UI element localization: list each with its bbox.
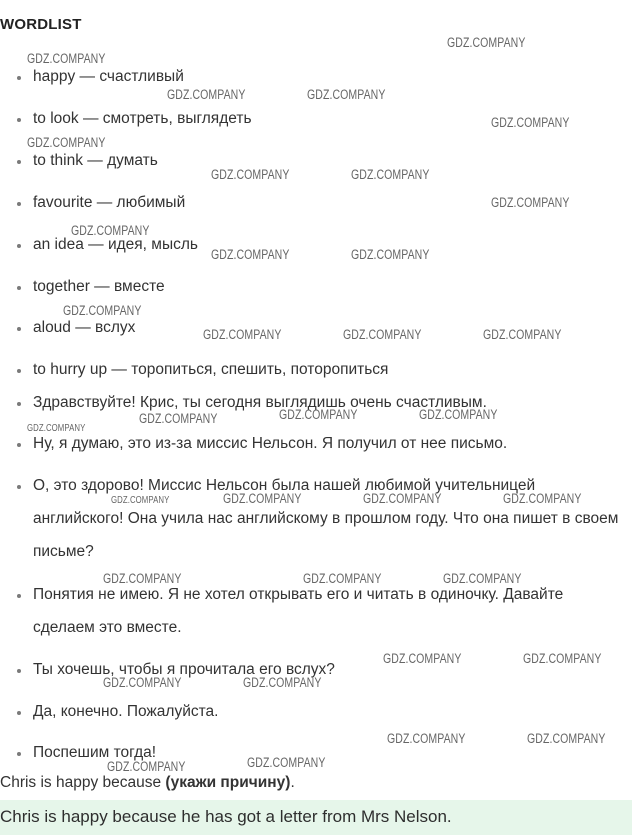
list-item-text: Да, конечно. Пожалуйста. <box>33 703 219 720</box>
bullet <box>17 369 21 373</box>
list-item-text: to think — думать <box>33 152 158 169</box>
watermark: GDZ.COMPANY <box>211 167 290 182</box>
watermark: GDZ.COMPANY <box>419 407 498 422</box>
watermark: GDZ.COMPANY <box>71 223 150 238</box>
bullet <box>17 327 21 331</box>
watermark: GDZ.COMPANY <box>303 571 382 586</box>
watermark: GDZ.COMPANY <box>279 407 358 422</box>
answer-box <box>0 800 632 835</box>
list-item-text: Ты хочешь, чтобы я прочитала его вслух? <box>33 661 335 678</box>
question-suffix: . <box>290 774 295 791</box>
question-instruction: (укажи причину) <box>165 774 291 791</box>
watermark: GDZ.COMPANY <box>247 755 326 770</box>
bullet <box>17 594 21 598</box>
watermark: GDZ.COMPANY <box>203 327 282 342</box>
list-item-text: aloud — вслух <box>33 319 136 336</box>
list-item-text: Здравствуйте! Крис, ты сегодня выглядишь очень счастливым. <box>33 394 487 411</box>
list-item-text: to hurry up — торопиться, спешить, поторопиться <box>33 361 389 378</box>
watermark: GDZ.COMPANY <box>491 195 570 210</box>
watermark: GDZ.COMPANY <box>103 571 182 586</box>
watermark: GDZ.COMPANY <box>103 675 182 690</box>
watermark: GDZ.COMPANY <box>27 135 106 150</box>
watermark: GDZ.COMPANY <box>63 303 142 318</box>
bullet <box>17 118 21 122</box>
bullet <box>17 443 21 447</box>
watermark: GDZ.COMPANY <box>491 115 570 130</box>
bullet <box>17 752 21 756</box>
list-item-text: to look — смотреть, выглядеть <box>33 110 252 127</box>
bullet <box>17 669 21 673</box>
watermark: GDZ.COMPANY <box>243 675 322 690</box>
bullet <box>17 402 21 406</box>
wordlist-heading: WORDLIST <box>0 16 82 33</box>
watermark: GDZ.COMPANY <box>443 571 522 586</box>
watermark: GDZ.COMPANY <box>211 247 290 262</box>
watermark: GDZ.COMPANY <box>27 423 86 434</box>
list-item-text: an idea — идея, мысль <box>33 236 198 253</box>
watermark: GDZ.COMPANY <box>383 651 462 666</box>
question-prefix: Chris is happy because <box>0 774 166 791</box>
bullet <box>17 76 21 80</box>
bullet <box>17 202 21 206</box>
watermark: GDZ.COMPANY <box>111 495 170 506</box>
list-item-text: Понятия не имею. Я не хотел открывать его и читать в одиночку. Давайте сделаем это вместе. <box>33 586 564 636</box>
watermark: GDZ.COMPANY <box>503 491 582 506</box>
watermark: GDZ.COMPANY <box>351 167 430 182</box>
bullet <box>17 485 21 489</box>
bullet <box>17 244 21 248</box>
watermark: GDZ.COMPANY <box>107 759 186 774</box>
list-item-text: О, это здорово! Миссис Нельсон была нашей любимой учительницей английского! Она учила нас английскому в прошлом году. Что она пишет в своем письме? <box>33 477 619 560</box>
watermark: GDZ.COMPANY <box>351 247 430 262</box>
watermark: GDZ.COMPANY <box>307 87 386 102</box>
list-item-text: Поспешим тогда! <box>33 744 157 761</box>
watermark: GDZ.COMPANY <box>527 731 606 746</box>
bullet <box>17 711 21 715</box>
list-item-text: favourite — любимый <box>33 194 186 211</box>
answer-text: Chris is happy because he has got a letter from Mrs Nelson. <box>0 807 452 826</box>
watermark: GDZ.COMPANY <box>387 731 466 746</box>
bullet <box>17 286 21 290</box>
watermark: GDZ.COMPANY <box>363 491 442 506</box>
question-text <box>0 774 295 792</box>
bullet <box>17 160 21 164</box>
watermark: GDZ.COMPANY <box>523 651 602 666</box>
watermark: GDZ.COMPANY <box>483 327 562 342</box>
watermark: GDZ.COMPANY <box>343 327 422 342</box>
watermark: GDZ.COMPANY <box>167 87 246 102</box>
watermark: GDZ.COMPANY <box>223 491 302 506</box>
watermark: GDZ.COMPANY <box>447 35 526 50</box>
list-item-text: Ну, я думаю, это из-за миссис Нельсон. Я получил от нее письмо. <box>33 435 508 452</box>
list-item-text: happy — счастливый <box>33 68 184 85</box>
list-item-text: together — вместе <box>33 278 165 295</box>
watermark: GDZ.COMPANY <box>27 51 106 66</box>
watermark: GDZ.COMPANY <box>139 411 218 426</box>
